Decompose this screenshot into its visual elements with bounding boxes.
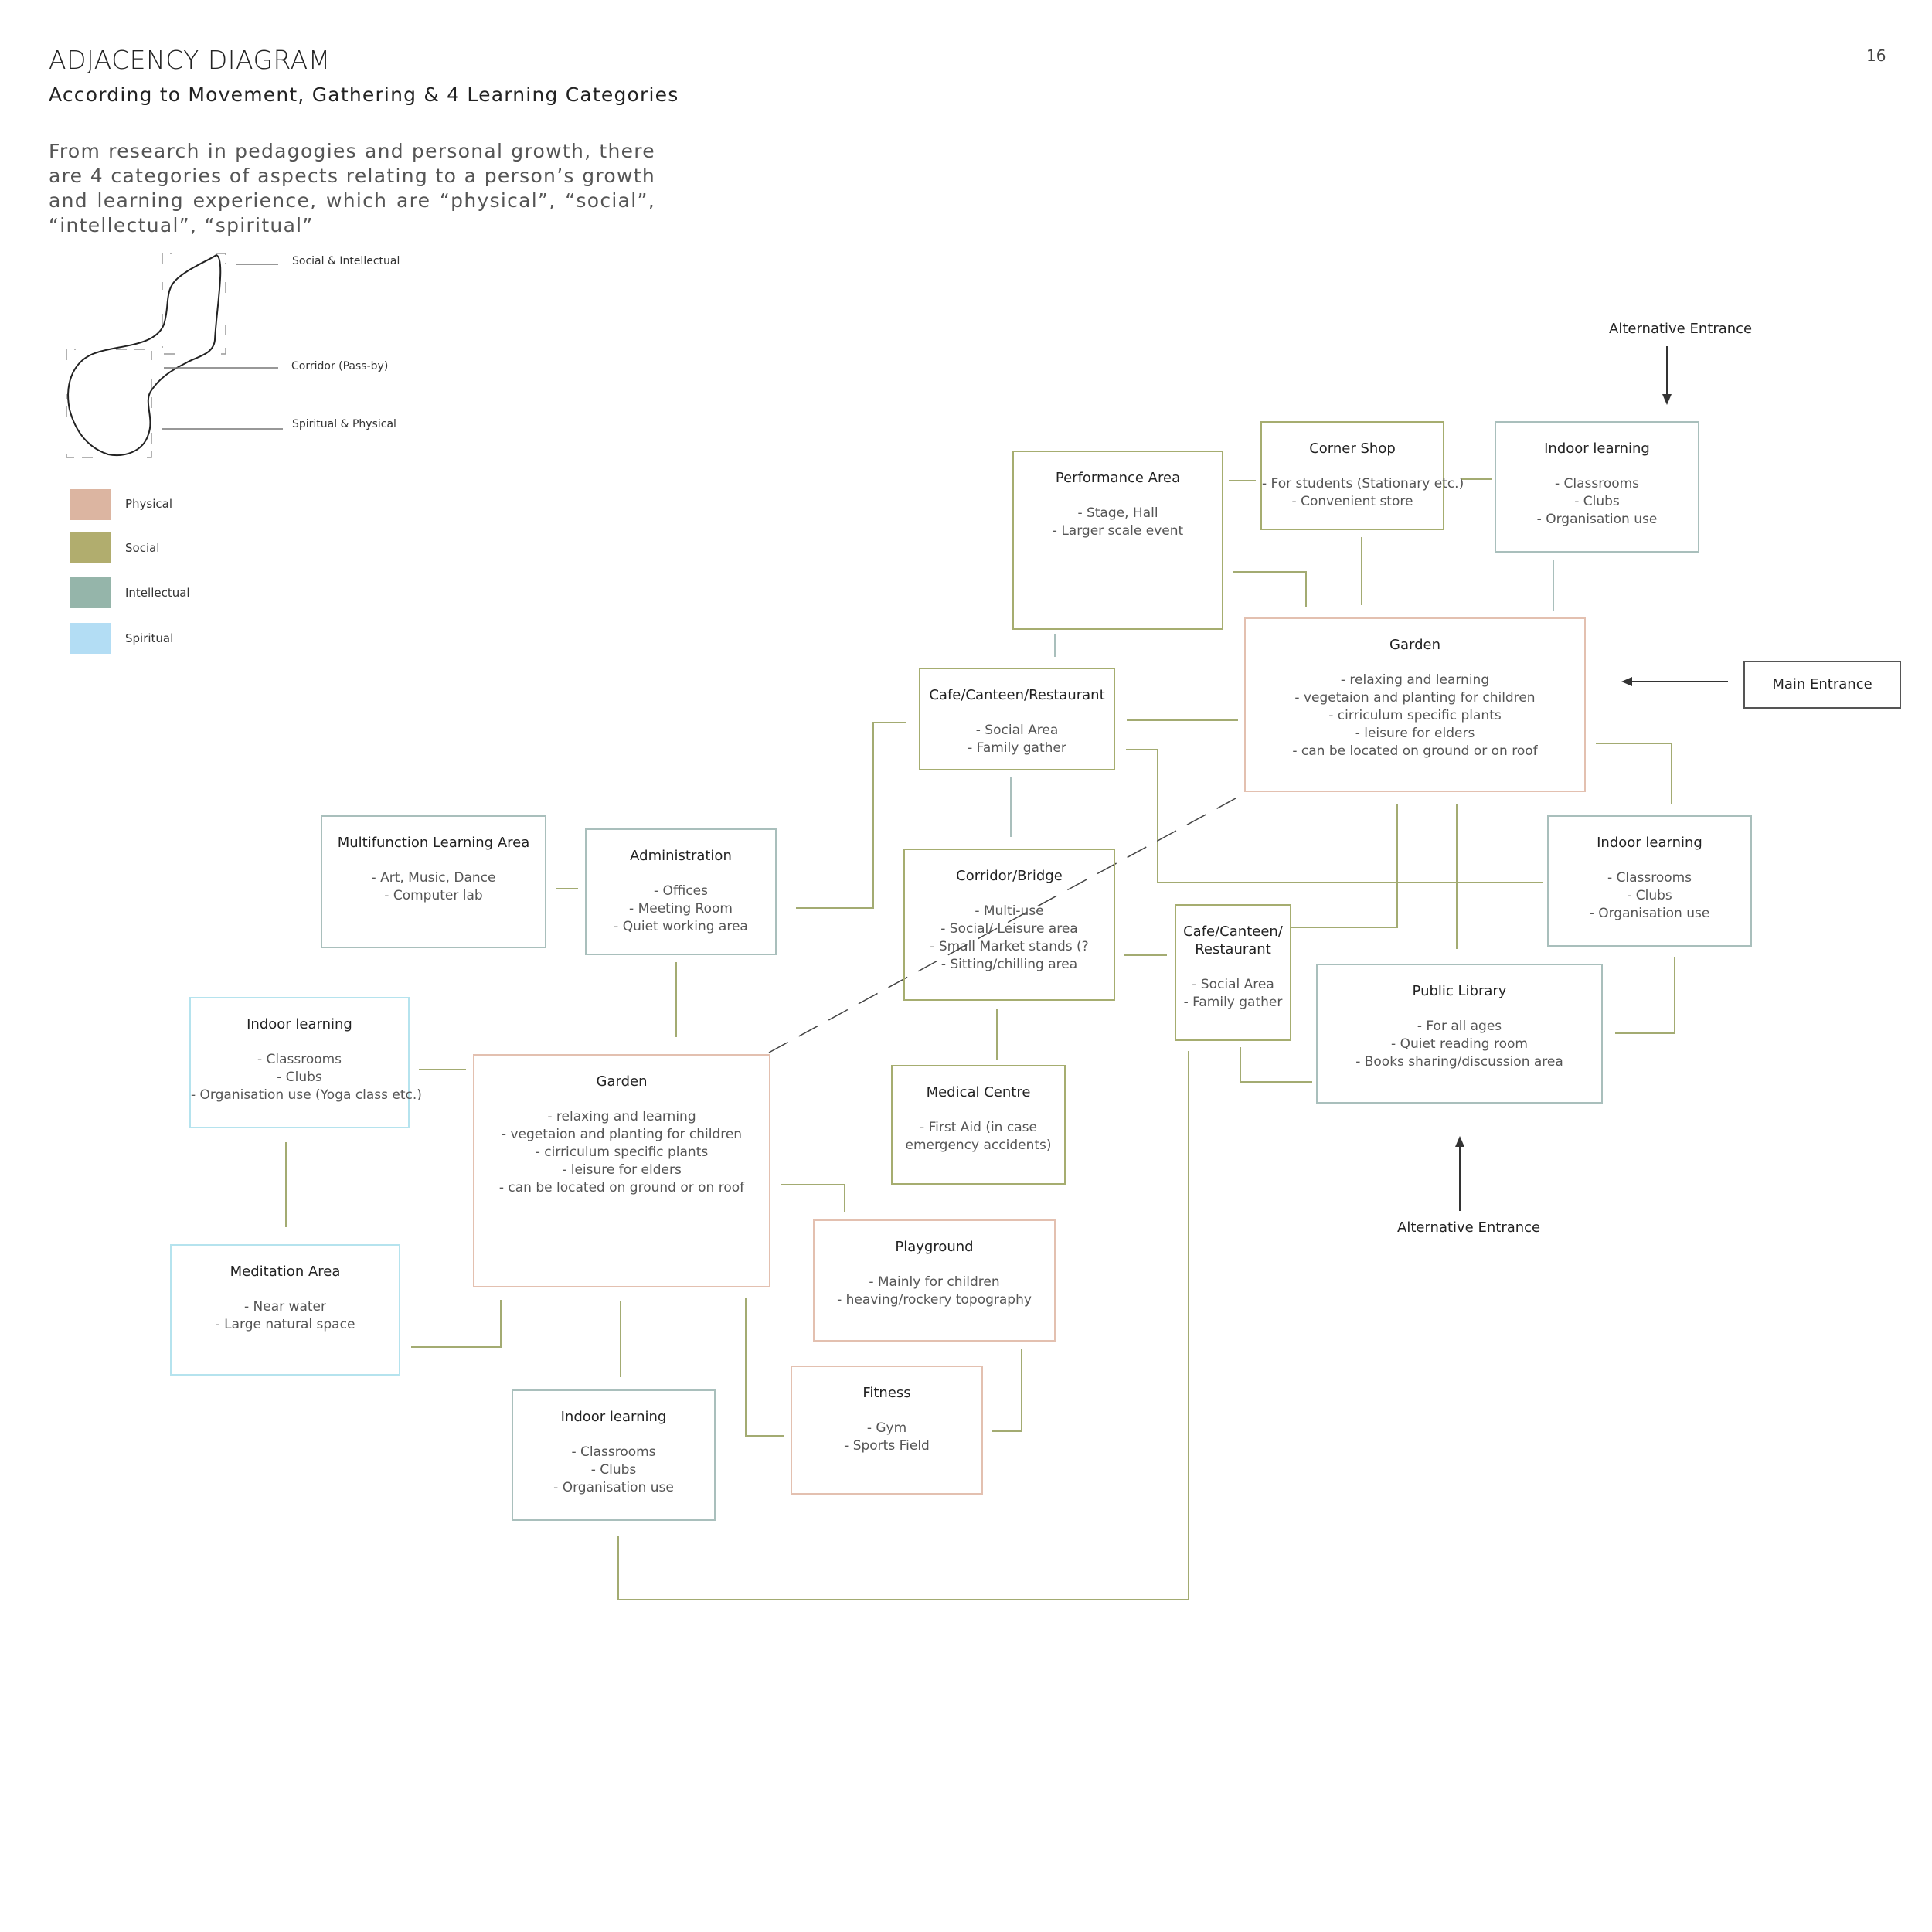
box-line: - Classrooms bbox=[257, 1052, 342, 1067]
box-line: - Multi-use bbox=[975, 903, 1044, 919]
box-corner-shop bbox=[1260, 421, 1464, 530]
box-line: - relaxing and learning bbox=[1340, 672, 1490, 688]
box-title: Corridor/Bridge bbox=[956, 868, 1063, 884]
box-line: - Organisation use (Yoga class etc.) bbox=[191, 1087, 422, 1103]
box-line: - Larger scale event bbox=[1052, 523, 1184, 539]
box-title: Garden bbox=[1389, 637, 1440, 653]
box-line: - Stage, Hall bbox=[1077, 505, 1158, 521]
box-line: - leisure for elders bbox=[1355, 726, 1475, 741]
box-multifunction-learning bbox=[321, 815, 546, 948]
box-line: - Social Area bbox=[975, 723, 1059, 738]
key-label-social-intellectual: Social & Intellectual bbox=[292, 255, 400, 267]
box-title: Administration bbox=[630, 848, 732, 864]
box-line: - Organisation use bbox=[553, 1480, 674, 1495]
box-indoor-learning-top-right bbox=[1495, 421, 1699, 553]
box-title: Indoor learning bbox=[1544, 440, 1650, 457]
box-line: - Family gather bbox=[968, 740, 1066, 756]
box-line: - Meeting Room bbox=[629, 901, 733, 917]
box-line: - Social Area bbox=[1192, 977, 1274, 992]
box-playground bbox=[813, 1219, 1056, 1342]
box-line: - Art, Music, Dance bbox=[371, 870, 496, 886]
box-line: - can be located on ground or on roof bbox=[498, 1180, 745, 1196]
alternative-entrance-bottom: Alternative Entrance bbox=[1397, 1219, 1541, 1236]
legend-label-social: Social bbox=[125, 541, 160, 555]
box-meditation-area bbox=[170, 1244, 400, 1376]
box-garden-top bbox=[1244, 617, 1586, 792]
box-line: - Near water bbox=[244, 1299, 326, 1315]
box-line: - Mainly for children bbox=[869, 1274, 1000, 1290]
box-line: - vegetaion and planting for children bbox=[1294, 690, 1536, 706]
box-line: - cirriculum specific plants bbox=[535, 1145, 709, 1160]
box-line: - Books sharing/discussion area bbox=[1355, 1054, 1563, 1070]
box-line: - can be located on ground or on roof bbox=[1292, 743, 1538, 759]
box-line: - Sports Field bbox=[844, 1438, 930, 1454]
legend-label-spiritual: Spiritual bbox=[125, 631, 174, 645]
legend-label-intellectual: Intellectual bbox=[125, 586, 190, 600]
box-line: - Organisation use bbox=[1536, 512, 1658, 527]
legend-swatch-social bbox=[70, 532, 111, 563]
box-line: - Sitting/chilling area bbox=[940, 957, 1078, 972]
box-performance-area bbox=[1012, 451, 1223, 630]
box-line: - cirriculum specific plants bbox=[1328, 708, 1502, 723]
box-line: - Large natural space bbox=[215, 1317, 355, 1332]
box-line: - Gym bbox=[866, 1420, 907, 1436]
box-fitness bbox=[791, 1366, 983, 1495]
box-title: Indoor learning bbox=[560, 1409, 667, 1425]
box-public-library bbox=[1316, 964, 1603, 1104]
box-garden-bottom bbox=[473, 1054, 770, 1287]
box-title: Meditation Area bbox=[230, 1264, 341, 1280]
main-entrance: Main Entrance bbox=[1743, 661, 1901, 709]
box-title: Cafe/Canteen/Restaurant bbox=[929, 687, 1105, 703]
box-title: Indoor learning bbox=[1597, 835, 1702, 851]
box-title: Playground bbox=[895, 1239, 974, 1255]
box-title: Cafe/Canteen/ bbox=[1183, 923, 1283, 940]
box-line: - Small Market stands (? bbox=[930, 939, 1089, 954]
box-title: Performance Area bbox=[1055, 470, 1181, 486]
box-line: - Clubs bbox=[1574, 494, 1620, 509]
box-line: - First Aid (in case bbox=[920, 1120, 1037, 1135]
box-medical-centre bbox=[891, 1065, 1066, 1185]
box-line: - Clubs bbox=[1627, 888, 1672, 903]
box-line: - Convenient store bbox=[1291, 494, 1413, 509]
box-title: Public Library bbox=[1412, 983, 1507, 999]
alternative-entrance-top: Alternative Entrance bbox=[1609, 321, 1753, 337]
legend-swatch-spiritual bbox=[70, 623, 111, 654]
box-title: Multifunction Learning Area bbox=[337, 835, 530, 851]
box-indoor-learning-right bbox=[1547, 815, 1752, 947]
box-line: - Family gather bbox=[1183, 995, 1283, 1010]
box-line: - Offices bbox=[653, 883, 709, 899]
box-title: Fitness bbox=[862, 1385, 911, 1401]
page-subtitle: According to Movement, Gathering & 4 Learning Categories bbox=[49, 83, 679, 106]
legend-swatch-intellectual bbox=[70, 577, 111, 608]
key-label-corridor: Corridor (Pass-by) bbox=[291, 360, 389, 372]
key-label-spiritual-physical: Spiritual & Physical bbox=[292, 418, 396, 430]
legend-label-physical: Physical bbox=[125, 497, 173, 511]
box-cafe-top bbox=[919, 668, 1115, 770]
box-title: Medical Centre bbox=[926, 1084, 1031, 1100]
box-line: - Classrooms bbox=[571, 1444, 656, 1460]
box-line: - Classrooms bbox=[1554, 476, 1640, 492]
box-line: emergency accidents) bbox=[905, 1138, 1052, 1153]
box-line: - Computer lab bbox=[384, 888, 483, 903]
intro-paragraph: From research in pedagogies and personal growth, there are 4 categories of aspects relating to a person’s growth and learning experience, which are “physical”, “social”, “intellectual”, “spiritual” bbox=[49, 140, 655, 236]
box-line: - Quiet reading room bbox=[1391, 1036, 1528, 1052]
box-line: - Organisation use bbox=[1589, 906, 1710, 921]
box-title: Corner Shop bbox=[1309, 440, 1396, 457]
box-line: - For all ages bbox=[1417, 1019, 1502, 1034]
box-line: - Clubs bbox=[277, 1070, 322, 1085]
box-line: - Classrooms bbox=[1607, 870, 1692, 886]
box-line: - For students (Stationary etc.) bbox=[1262, 476, 1464, 492]
page-number: 16 bbox=[1866, 46, 1886, 65]
box-line: - relaxing and learning bbox=[547, 1109, 696, 1124]
box-title: Garden bbox=[596, 1073, 648, 1090]
box-indoor-learning-left bbox=[189, 997, 422, 1128]
box-administration bbox=[585, 828, 777, 955]
box-indoor-learning-bottom bbox=[512, 1389, 716, 1521]
box-corridor-bridge bbox=[903, 849, 1115, 1001]
shape-key-drawing bbox=[66, 253, 283, 457]
box-line: - Clubs bbox=[590, 1462, 637, 1478]
box-title: Indoor learning bbox=[247, 1016, 352, 1032]
legend-swatch-physical bbox=[70, 489, 111, 520]
box-line: - heaving/rockery topography bbox=[837, 1292, 1032, 1308]
box-line: - Social/ Leisure area bbox=[940, 921, 1078, 937]
box-title: Restaurant bbox=[1195, 941, 1271, 957]
box-cafe-middle bbox=[1175, 904, 1291, 1041]
box-line: - leisure for elders bbox=[562, 1162, 682, 1178]
page-title: ADJACENCY DIAGRAM bbox=[49, 45, 331, 75]
box-line: - Quiet working area bbox=[614, 919, 748, 934]
box-line: - vegetaion and planting for children bbox=[501, 1127, 743, 1142]
